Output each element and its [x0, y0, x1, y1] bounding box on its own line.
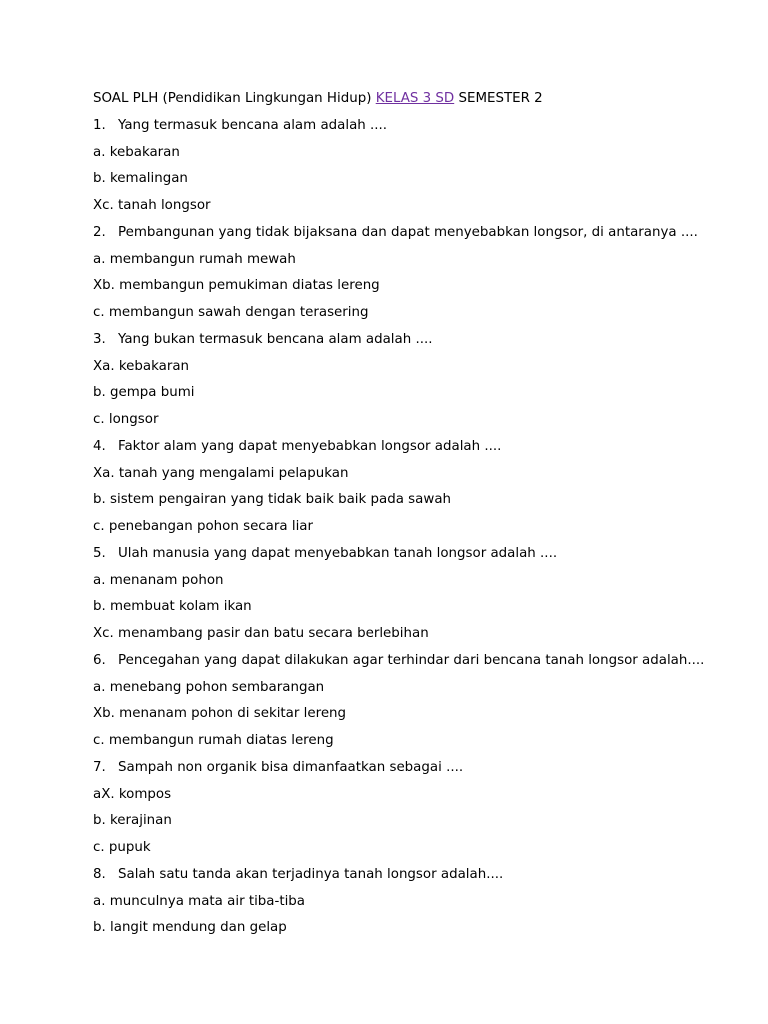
question-text: Faktor alam yang dapat menyebabkan longsor adalah ....: [118, 438, 502, 454]
question-text: Ulah manusia yang dapat menyebabkan tanah longsor adalah ....: [118, 545, 558, 561]
answer-option: b. sistem pengairan yang tidak baik baik pada sawah: [93, 492, 452, 508]
answer-option: c. pupuk: [93, 840, 151, 855]
answer-option: Xc. tanah longsor: [93, 198, 211, 213]
answer-option: b. kemalingan: [93, 171, 188, 187]
question-text: Yang bukan termasuk bencana alam adalah ....: [118, 331, 433, 347]
answer-option: b. membuat kolam ikan: [93, 599, 252, 615]
document-content: [93, 86, 704, 942]
question-4: [93, 434, 704, 461]
answer-option: Xa. tanah yang mengalami pelapukan: [93, 465, 349, 481]
question-number: 3.: [93, 331, 106, 347]
question-7: [93, 755, 704, 782]
question-8: [93, 862, 704, 889]
question-number: 8.: [93, 866, 106, 882]
question-number: 6.: [93, 652, 106, 668]
question-text: Yang termasuk bencana alam adalah ....: [118, 117, 388, 133]
answer-option: a. menebang pohon sembarangan: [93, 679, 325, 695]
question-text: Salah satu tanda akan terjadinya tanah longsor adalah....: [118, 866, 504, 882]
answer-option: b. kerajinan: [93, 813, 172, 829]
question-text: Pembangunan yang tidak bijaksana dan dapat menyebabkan longsor, di antaranya ....: [118, 224, 698, 240]
answer-option: aX. kompos: [93, 786, 172, 802]
document-title: [93, 86, 704, 113]
title-suffix: SEMESTER 2: [458, 91, 543, 106]
question-number: 4.: [93, 438, 106, 454]
answer-option: Xa. kebakaran: [93, 358, 190, 374]
answer-option: Xb. membangun pemukiman diatas lereng: [93, 278, 380, 294]
answer-option: c. membangun rumah diatas lereng: [93, 733, 334, 748]
question-list: [93, 113, 704, 942]
answer-option: a. membangun rumah mewah: [93, 251, 296, 267]
title-link[interactable]: KELAS 3 SD: [375, 91, 455, 106]
question-number: 7.: [93, 759, 106, 775]
answer-option: c. penebangan pohon secara liar: [93, 519, 313, 534]
question-text: Sampah non organik bisa dimanfaatkan sebagai ....: [118, 759, 464, 775]
question-number: 5.: [93, 545, 106, 561]
question-5: [93, 541, 704, 568]
answer-option: a. munculnya mata air tiba-tiba: [93, 893, 306, 909]
title-prefix: SOAL PLH (Pendidikan Lingkungan Hidup): [93, 91, 372, 106]
answer-option: c. longsor: [93, 412, 159, 427]
answer-option: a. kebakaran: [93, 144, 180, 160]
answer-option: c. membangun sawah dengan terasering: [93, 305, 369, 320]
answer-option: a. menanam pohon: [93, 572, 224, 588]
question-6: [93, 648, 704, 675]
question-1: [93, 113, 704, 140]
question-number: 1.: [93, 117, 106, 133]
answer-option: Xc. menambang pasir dan batu secara berlebihan: [93, 626, 429, 641]
question-3: [93, 327, 704, 354]
question-number: 2.: [93, 224, 106, 240]
answer-option: b. langit mendung dan gelap: [93, 920, 287, 936]
question-text: Pencegahan yang dapat dilakukan agar terhindar dari bencana tanah longsor adalah....: [118, 652, 705, 668]
question-2: [93, 220, 704, 247]
answer-option: b. gempa bumi: [93, 385, 195, 401]
answer-option: Xb. menanam pohon di sekitar lereng: [93, 706, 347, 722]
